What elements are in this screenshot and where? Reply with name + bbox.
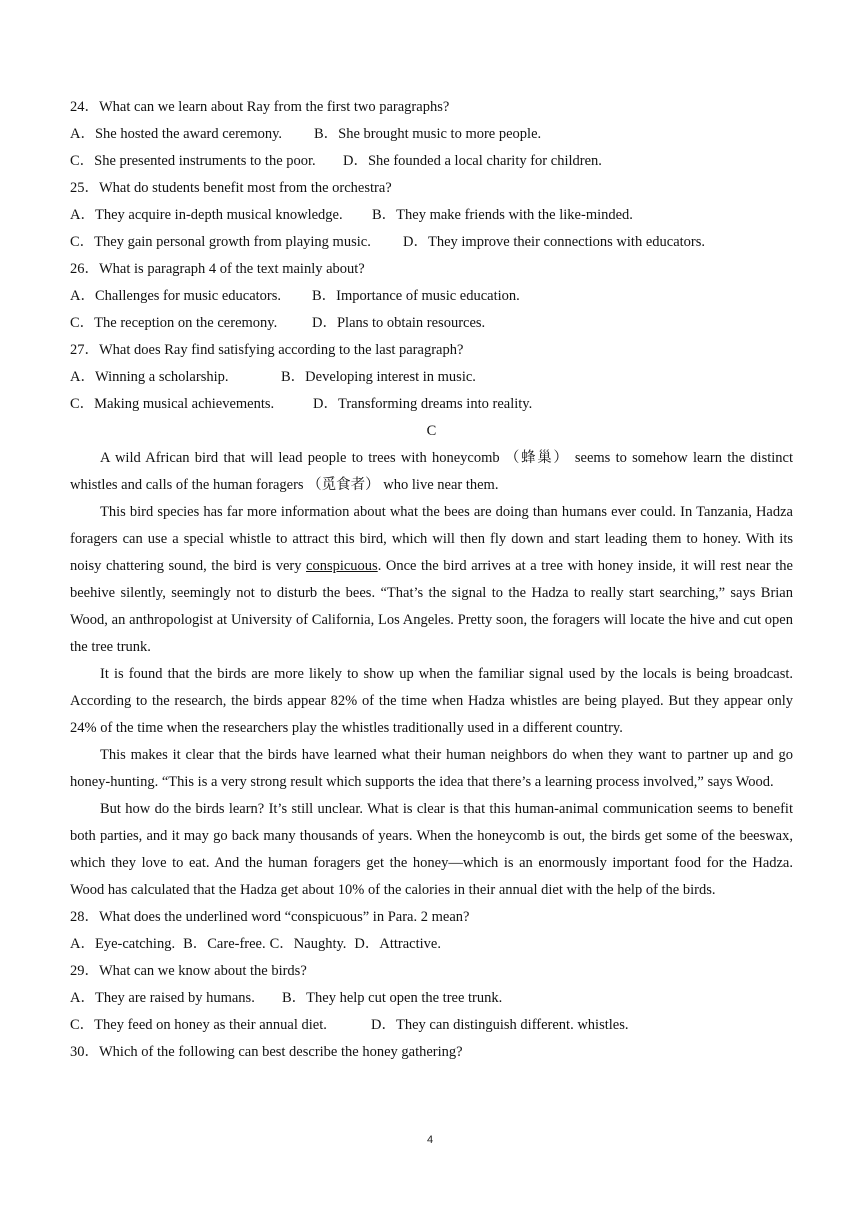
option-28c: C．Naughty. (269, 936, 347, 952)
question-26-options-cd (70, 310, 793, 337)
passage-paragraph-5: But how do the birds learn? It’s still unclear. What is clear is that this human-animal communication seems to benefit both parties, and it may go back many thousands of years. When the honeycomb is out, the birds get some of the beeswax, which they love to eat. And the human foragers get the honey—which is an enormously important food for the Hadza. Wood has calculated that the Hadza get about 10% of the calories in their annual diet with the help of the birds. (70, 801, 793, 898)
question-30: 30．Which of the following can best describe the honey gathering? (70, 1044, 463, 1060)
option-26d: D．Plans to obtain resources. (312, 315, 486, 331)
option-25a: A．They acquire in-depth musical knowledge. (70, 207, 343, 223)
question-28: 28．What does the underlined word “conspicuous” in Para. 2 mean? (70, 909, 470, 925)
option-27b: B．Developing interest in music. (281, 369, 476, 385)
question-27-options-ab (70, 364, 793, 391)
question-26: 26．What is paragraph 4 of the text mainly about? (70, 261, 365, 277)
question-26-options-ab (70, 283, 793, 310)
question-28-options (70, 931, 793, 958)
passage-paragraph-2 (70, 499, 793, 661)
paragraph-2-part-1: This bird species has far more information about what the bees are doing than humans ever could. In Tanzania, Hadza foragers can use a special whistle to attract this bird, which will then fly down and start leading them to honey. With its noisy chattering sound, the bird is very (70, 504, 793, 574)
option-25d: D．They improve their connections with educators. (403, 234, 706, 250)
option-27a: A．Winning a scholarship. (70, 369, 229, 385)
question-27: 27．What does Ray find satisfying according to the last paragraph? (70, 342, 464, 358)
question-29: 29．What can we know about the birds? (70, 963, 307, 979)
paragraph-2-part-2: . Once the bird arrives at a tree with honey inside, it will rest near the beehive silently, seemingly not to disturb the bees. “That’s the signal to the Hadza to really start searching,” says Brian Wood, an anthropologist at University of California, Los Angeles. Pretty soon, the foragers will locate the hive and cut open the tree trunk. (70, 558, 793, 655)
option-29b: B．They help cut open the tree trunk. (282, 990, 503, 1006)
question-29-options-ab (70, 985, 793, 1012)
question-27-options-cd (70, 391, 793, 418)
option-29d: D．They can distinguish different. whistles. (371, 1017, 629, 1033)
passage-paragraph-3: It is found that the birds are more likely to show up when the familiar signal used by the locals is being broadcast. According to the research, the birds appear 82% of the time when Hadza whistles are being played. But they appear only 24% of the time when the researchers play the whistles traditionally used in a different country. (70, 666, 793, 736)
option-24d: D．She founded a local charity for children. (343, 153, 602, 169)
question-24: 24．What can we learn about Ray from the first two paragraphs? (70, 99, 450, 115)
underlined-word: conspicuous (306, 558, 378, 574)
question-25-options-ab (70, 202, 793, 229)
question-24-options-ab (70, 121, 793, 148)
option-25b: B．They make friends with the like-minded. (372, 207, 633, 223)
question-25: 25．What do students benefit most from the orchestra? (70, 180, 392, 196)
option-26c: C．The reception on the ceremony. (70, 315, 278, 331)
option-26a: A．Challenges for music educators. (70, 288, 282, 304)
option-29a: A．They are raised by humans. (70, 990, 255, 1006)
question-24-options-cd (70, 148, 793, 175)
option-28a: A．Eye-catching. (70, 936, 176, 952)
question-25-options-cd (70, 229, 793, 256)
question-29-options-cd (70, 1012, 793, 1039)
page-number: 4 (426, 1134, 434, 1146)
passage-paragraph-1: A wild African bird that will lead people to trees with honeycomb （蜂巢） seems to somehow learn the distinct whistles and calls of the human foragers （觅食者） who live near them. (70, 450, 793, 493)
page-content (70, 94, 793, 1066)
option-25c: C．They gain personal growth from playing music. (70, 234, 371, 250)
option-27d: D．Transforming dreams into reality. (313, 396, 533, 412)
option-28b: B．Care-free. (183, 936, 266, 952)
option-24b: B．She brought music to more people. (314, 126, 542, 142)
option-24c: C．She presented instruments to the poor. (70, 153, 316, 169)
passage-paragraph-4: This makes it clear that the birds have learned what their human neighbors do when they want to partner up and go honey-hunting. “This is a very strong result which supports the idea that there’s a learning process involved,” says Wood. (70, 747, 793, 790)
section-title: C (426, 423, 437, 439)
option-28d: D．Attractive. (354, 936, 441, 952)
option-26b: B．Importance of music education. (312, 288, 520, 304)
option-29c: C．They feed on honey as their annual diet. (70, 1017, 327, 1033)
option-24a: A．She hosted the award ceremony. (70, 126, 283, 142)
option-27c: C．Making musical achievements. (70, 396, 275, 412)
